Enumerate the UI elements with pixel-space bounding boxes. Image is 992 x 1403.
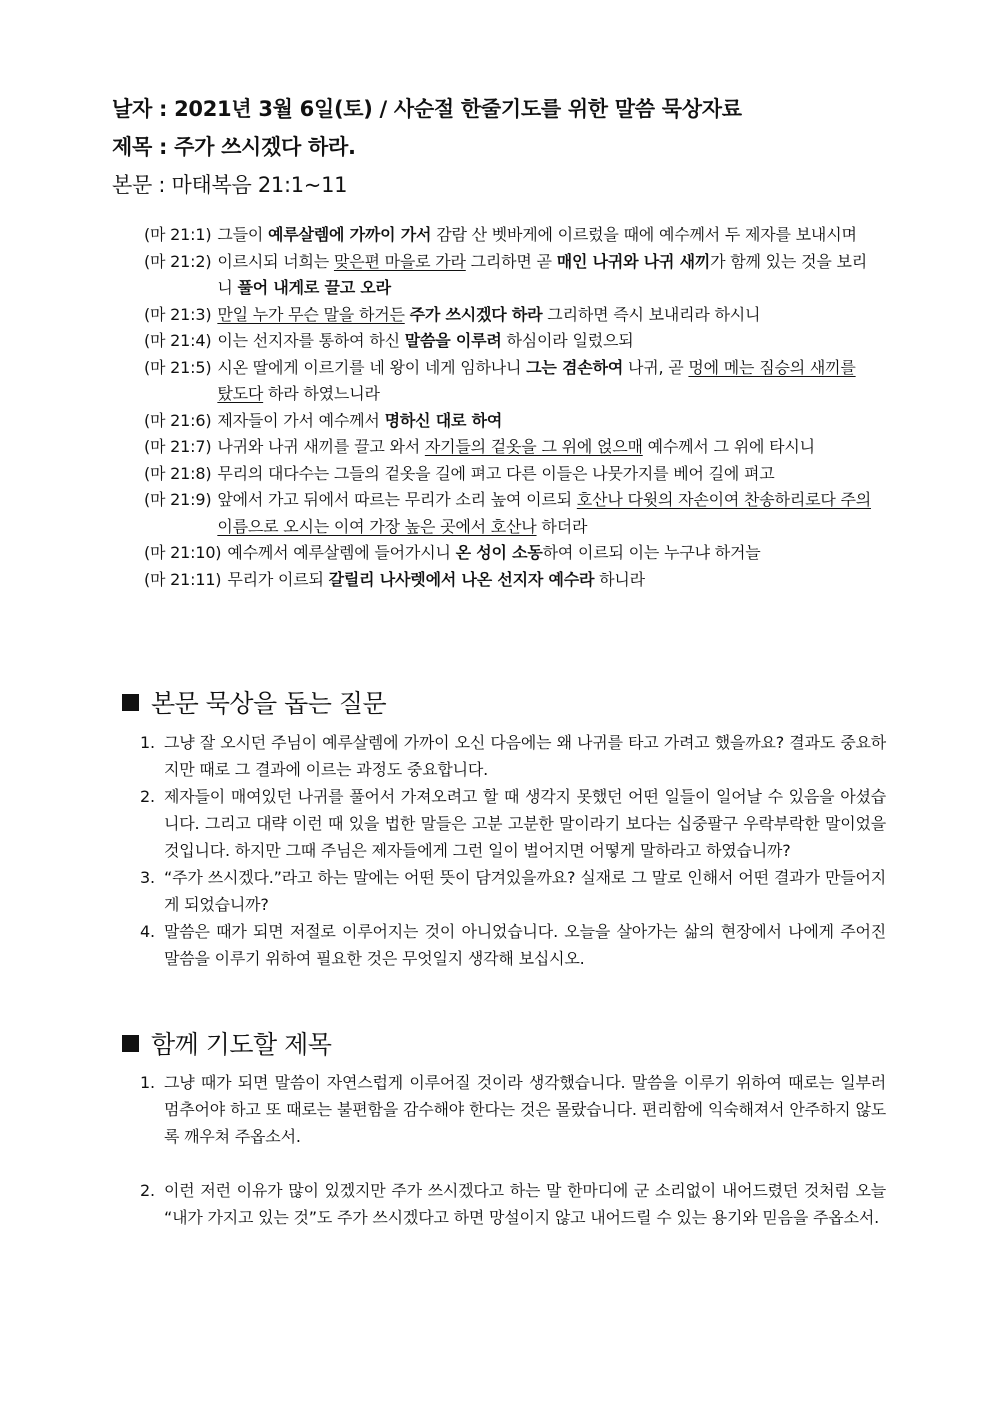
scripture-reference-line: 본문 : 마태복음 21:1~11 <box>112 173 348 197</box>
date-line: 날자 : 2021년 3월 6일(토) / 사순절 한줄기도를 위한 말씀 묵상자료 <box>112 97 742 121</box>
verse-reference: (마 21:8) <box>144 463 212 483</box>
list-item-number: 1. <box>140 1073 155 1092</box>
scripture-verses <box>144 222 874 593</box>
verse-text-segment: 예수께서 그 위에 타시니 <box>642 437 815 456</box>
verse-text-segment: 이르시되 너희는 <box>217 251 334 271</box>
underlined-text: 멍에 메는 짐승의 새끼를 탔도다 <box>217 357 856 403</box>
verse-text-segment: 그리하면 곧 <box>465 251 557 271</box>
verse-reference: (마 21:5) <box>144 357 212 377</box>
verse-text-segment: 그들이 <box>217 225 269 244</box>
verse-text-segment: 하심이라 일렀으되 <box>501 331 634 350</box>
emphasis-text: 명하신 대로 하여 <box>384 410 503 430</box>
verse-text-segment: 하여 이르되 이는 누구냐 하거늘 <box>542 543 761 562</box>
verse-reference: (마 21:10) <box>144 543 222 562</box>
underlined-text: 자기들의 겉옷을 그 위에 얹으매 <box>424 437 643 456</box>
verse-text <box>227 567 874 594</box>
list-item <box>140 1069 886 1150</box>
verse-text <box>217 302 874 329</box>
verse-text <box>217 249 874 302</box>
verse-text <box>217 328 874 355</box>
emphasis-text: 예루살렘에 가까이 가서 <box>268 225 432 244</box>
emphasis-text: 온 성이 소동 <box>455 543 543 562</box>
verse-item <box>144 355 874 408</box>
list-item-number: 4. <box>140 922 155 941</box>
emphasis-text: 갈릴리 나사렛에서 나온 선지자 예수라 <box>328 569 595 589</box>
questions-list <box>140 729 886 972</box>
verse-item <box>144 328 874 355</box>
list-item-text: 이런 저런 이유가 많이 있겠지만 주가 쓰시겠다고 하는 말 한마디에 군 소리없이 내어드렸던 것처럼 오늘 “내가 가지고 있는 것”도 주가 쓰시겠다고 하면 망설이지 않고 내어드릴 수 있는 용기와 믿음을 주옵소서. <box>164 1181 887 1227</box>
underlined-text: 만일 누가 무슨 말을 하거든 <box>217 304 405 324</box>
emphasis-text: 풀어 내게로 끌고 오라 <box>237 278 391 297</box>
prayers-heading-text: 함께 기도할 제목 <box>151 1030 332 1059</box>
list-item <box>140 918 886 972</box>
verse-text-segment: 제자들이 가서 예수께서 <box>217 410 385 430</box>
verse-text <box>217 434 874 461</box>
verse-reference: (마 21:1) <box>144 225 212 244</box>
verse-text-segment: 시온 딸에게 이르기를 네 왕이 네게 임하나니 <box>217 357 527 377</box>
list-item <box>140 1177 886 1231</box>
verse-text <box>217 222 874 249</box>
verse-reference: (마 21:9) <box>144 490 212 509</box>
verse-text-segment: 나귀와 나귀 새끼를 끌고 와서 <box>217 437 425 456</box>
prayers-heading <box>122 1025 331 1061</box>
black-square-bullet-icon <box>122 1035 139 1052</box>
underlined-text: 맞은편 마을로 가라 <box>333 251 466 271</box>
verse-reference: (마 21:11) <box>144 569 222 589</box>
list-item-number: 2. <box>140 787 155 806</box>
verse-text-segment: 감람 산 벳바게에 이르렀을 때에 예수께서 두 제자를 보내시며 <box>431 225 857 244</box>
emphasis-text: 말씀을 이루려 <box>404 331 502 350</box>
verse-reference: (마 21:2) <box>144 251 212 271</box>
verse-text-segment: 그리하면 즉시 보내리라 하시니 <box>542 304 761 324</box>
list-item-text: 제자들이 매여있던 나귀를 풀어서 가져오려고 할 때 생각지 못했던 어떤 일들이 일어날 수 있음을 아셨습니다. 그리고 대략 이런 때 있을 법한 말들은 고분 고분한 말이라기 보다는 십중팔구 우락부락한 말이었을 것입니다. 하지만 그때 주님은 제자들에게 그런 일이 벌어지면 어떻게 말하라고 하였습니까? <box>164 787 886 860</box>
verse-text <box>217 355 874 408</box>
list-item <box>140 783 886 864</box>
emphasis-text: 매인 나귀와 나귀 새끼 <box>556 251 711 271</box>
verse-reference: (마 21:6) <box>144 410 212 430</box>
verse-text <box>227 540 874 567</box>
verse-text-segment: 무리의 대다수는 그들의 겉옷을 길에 펴고 다른 이들은 나뭇가지를 베어 길에 펴고 <box>217 463 775 483</box>
questions-heading-text: 본문 묵상을 돕는 질문 <box>151 689 387 718</box>
verse-text-segment: 예수께서 예루살렘에 들어가시니 <box>227 543 456 562</box>
verse-text-segment: 하라 하였느니라 <box>263 384 380 403</box>
spacer <box>140 1150 886 1177</box>
verse-text-segment: 이는 선지자를 통하여 하신 <box>217 331 405 350</box>
list-item <box>140 864 886 918</box>
prayers-list <box>140 1069 886 1231</box>
list-item <box>140 729 886 783</box>
black-square-bullet-icon <box>122 694 139 711</box>
verse-item <box>144 567 874 594</box>
verse-item <box>144 461 874 488</box>
emphasis-text: 그는 겸손하여 <box>526 357 624 377</box>
list-item-text: 말씀은 때가 되면 저절로 이루어지는 것이 아니었습니다. 오늘을 살아가는 삶의 현장에서 나에게 주어진 말씀을 이루기 위하여 필요한 것은 무엇일지 생각해 보십시오. <box>164 922 886 968</box>
verse-reference: (마 21:3) <box>144 304 212 324</box>
verse-text-segment: 나귀, 곧 <box>623 357 689 377</box>
title-line: 제목 : 주가 쓰시겠다 하라. <box>112 135 356 159</box>
verse-item <box>144 487 874 540</box>
list-item-number: 3. <box>140 868 155 887</box>
verse-text <box>217 487 874 540</box>
list-item-text: 그냥 잘 오시던 주님이 예루살렘에 가까이 오신 다음에는 왜 나귀를 타고 가려고 했을까요? 결과도 중요하지만 때로 그 결과에 이르는 과정도 중요합니다. <box>164 733 886 779</box>
verse-text <box>217 408 874 435</box>
list-item-text: “주가 쓰시겠다.”라고 하는 말에는 어떤 뜻이 담겨있을까요? 실재로 그 말로 인해서 어떤 결과가 만들어지게 되었습니까? <box>164 868 886 914</box>
verse-item <box>144 434 874 461</box>
verse-text-segment: 앞에서 가고 뒤에서 따르는 무리가 소리 높여 이르되 <box>217 490 577 509</box>
verse-item <box>144 540 874 567</box>
verse-item <box>144 249 874 302</box>
verse-reference: (마 21:7) <box>144 437 212 456</box>
underlined-text: 호산나 다윗의 자손이여 찬송하리로다 주의 이름으로 오시는 이여 가장 높은 곳에서 호산나 <box>217 490 871 536</box>
verse-text-segment: 가 함께 있는 것을 보리니 <box>217 251 867 297</box>
verse-text-segment: 무리가 이르되 <box>227 569 329 589</box>
verse-text <box>217 461 874 488</box>
verse-text-segment: 하니라 <box>594 569 645 589</box>
verse-item <box>144 222 874 249</box>
list-item-number: 2. <box>140 1181 155 1200</box>
list-item-number: 1. <box>140 733 155 752</box>
questions-heading <box>122 684 386 720</box>
list-item-text: 그냥 때가 되면 말씀이 자연스럽게 이루어질 것이라 생각했습니다. 말씀을 이루기 위하여 때로는 일부러 멈추어야 하고 또 때로는 불편함을 감수해야 한다는 것은 몰랐습니다. 편리함에 익숙해져서 안주하지 않도록 깨우쳐 주옵소서. <box>164 1073 886 1146</box>
verse-item <box>144 408 874 435</box>
verse-reference: (마 21:4) <box>144 331 212 350</box>
verse-item <box>144 302 874 329</box>
emphasis-text: 주가 쓰시겠다 하라 <box>409 304 543 324</box>
verse-text-segment: 하더라 <box>536 516 588 536</box>
